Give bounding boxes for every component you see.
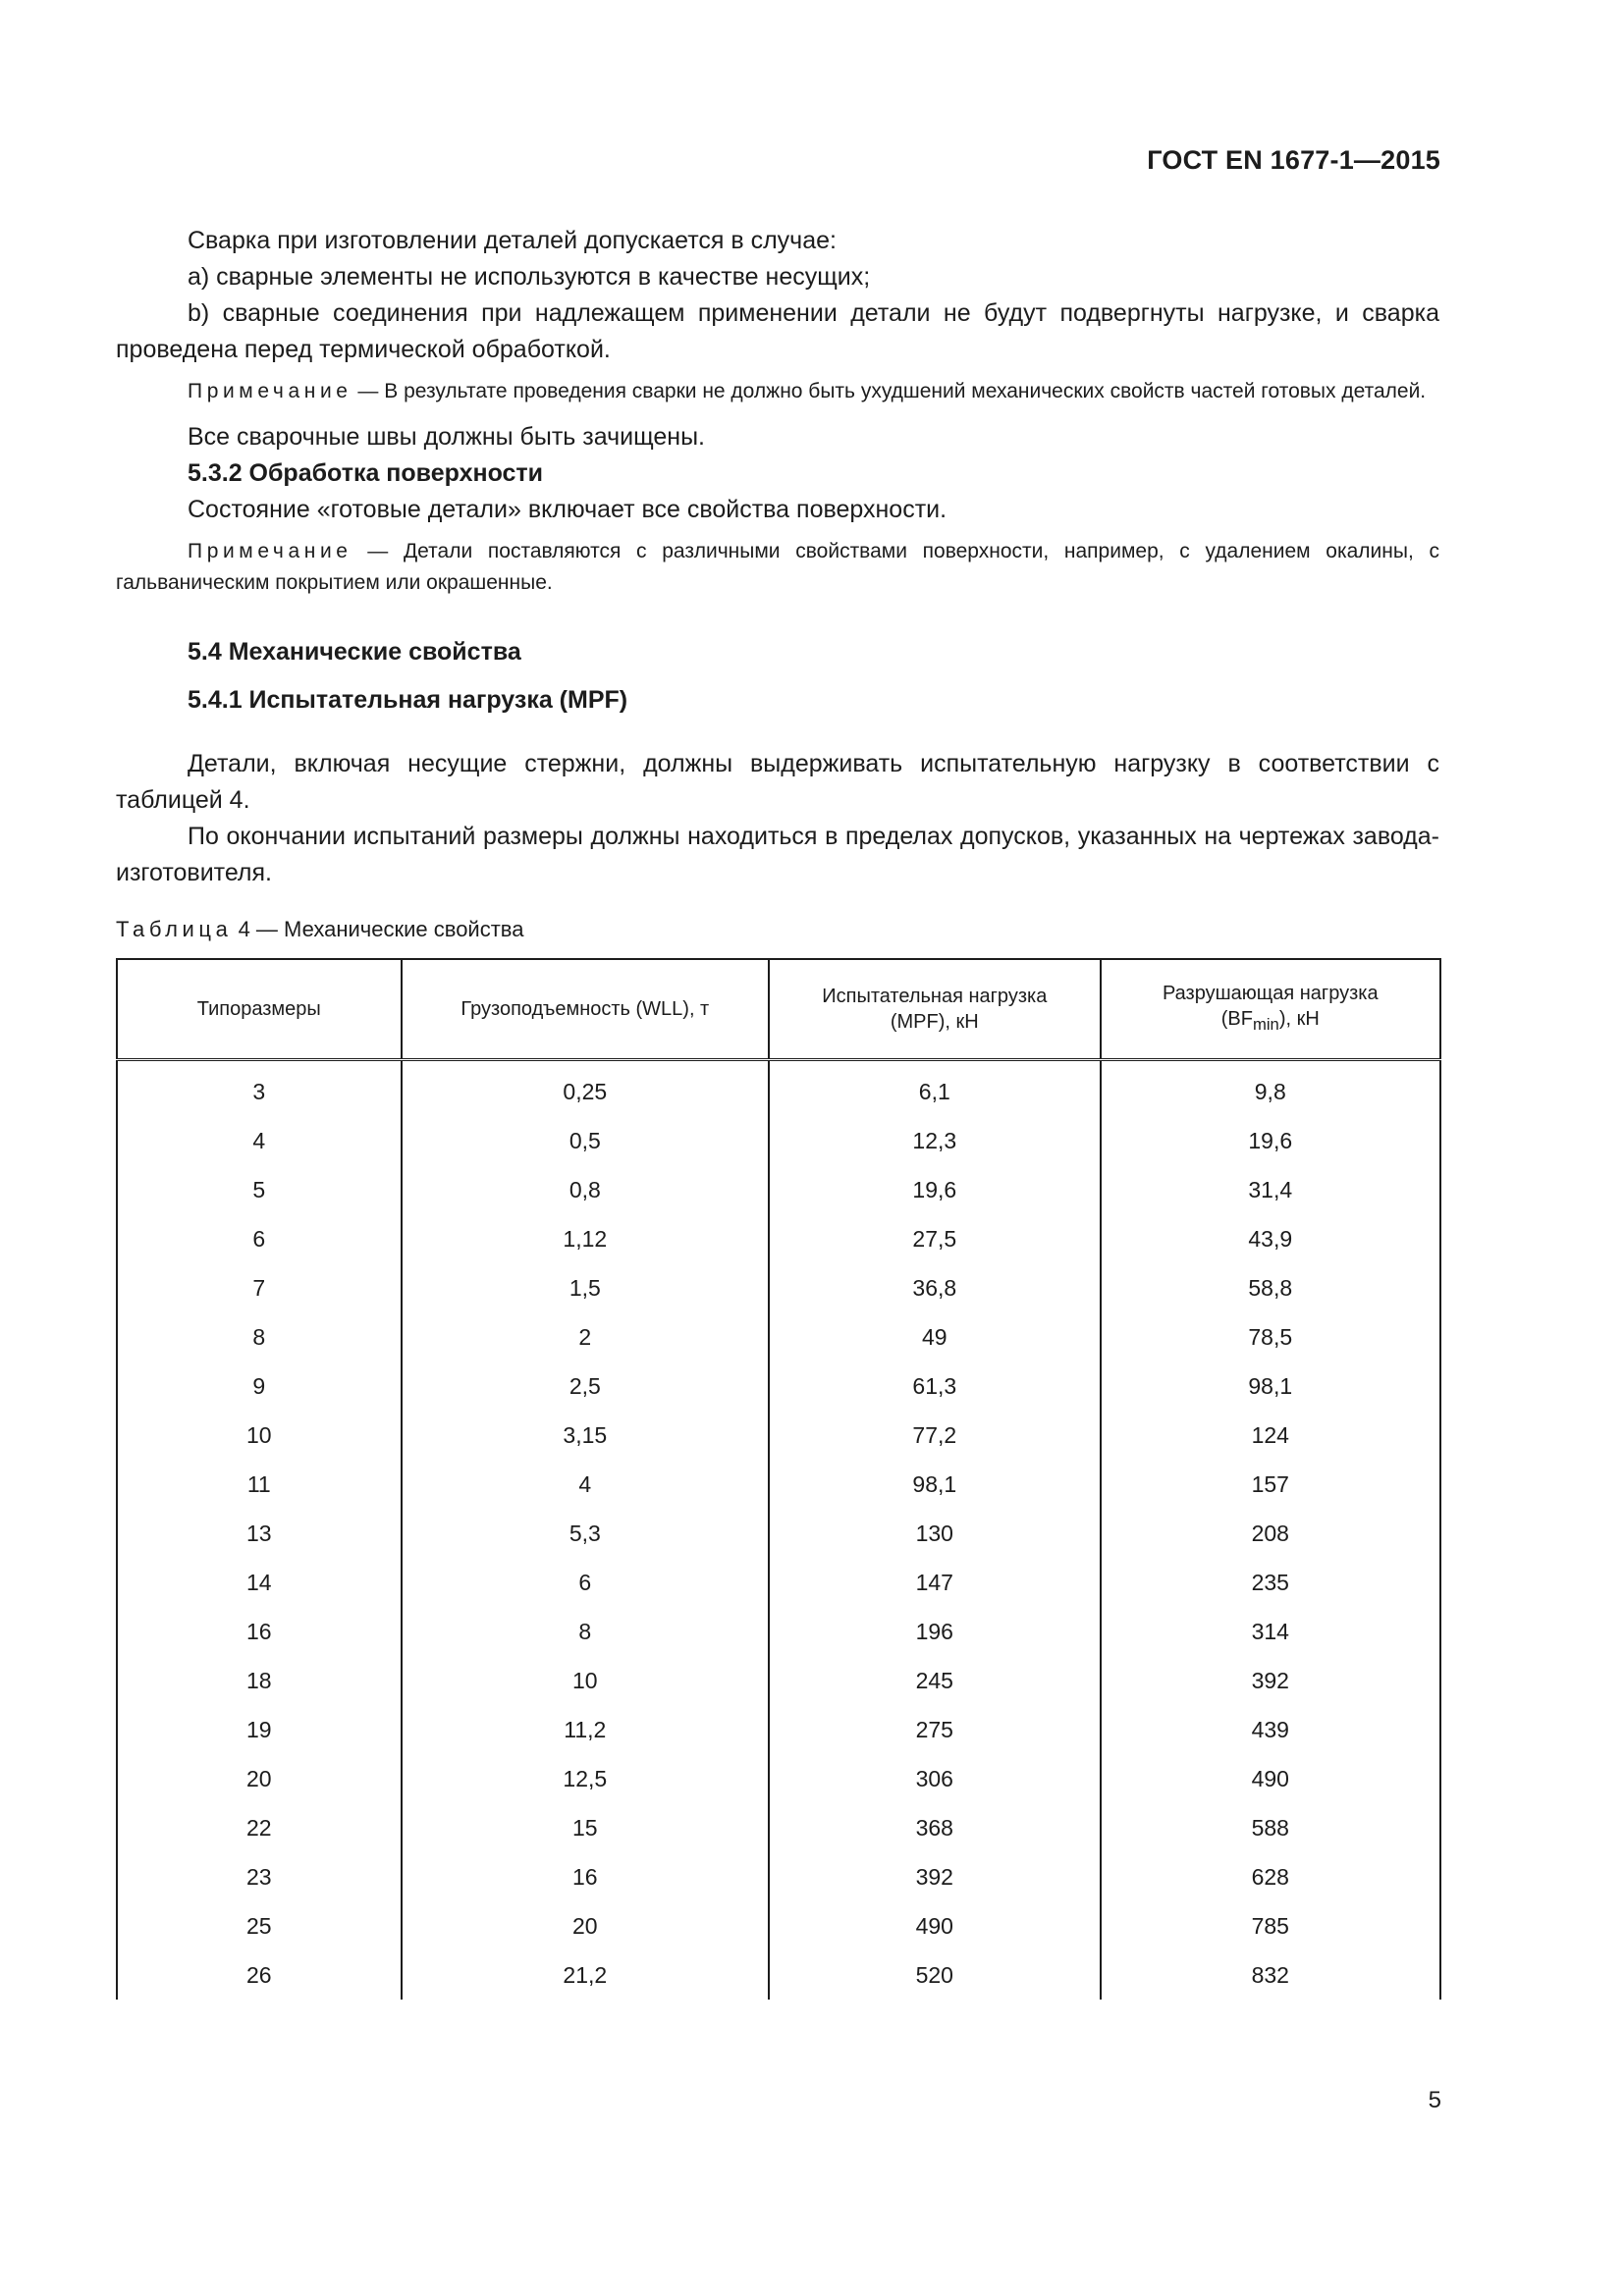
cell-mpf: 27,5: [769, 1214, 1100, 1263]
table-row: [117, 1165, 1440, 1214]
note: [116, 376, 1439, 407]
table-row: [117, 1852, 1440, 1901]
cell-size: 19: [117, 1705, 402, 1754]
cell-wll: 11,2: [402, 1705, 769, 1754]
note: [116, 536, 1439, 599]
cell-size: 10: [117, 1411, 402, 1460]
table-row: [117, 1509, 1440, 1558]
cell-size: 5: [117, 1165, 402, 1214]
cell-bf: 235: [1101, 1558, 1440, 1607]
cell-wll: 5,3: [402, 1509, 769, 1558]
cell-bf: 785: [1101, 1901, 1440, 1950]
cell-size: 26: [117, 1950, 402, 2000]
header-mpf-line2: (MPF), кН: [890, 1011, 979, 1033]
paragraph: По окончании испытаний размеры должны находиться в пределах допусков, указанных на чертежах завода-изготовителя.: [116, 823, 1439, 886]
cell-mpf: 98,1: [769, 1460, 1100, 1509]
cell-size: 25: [117, 1901, 402, 1950]
note-text: — Детали поставляются с различными свойствами поверхности, например, с удалением окалины, с гальваническим покрытием или окрашенные.: [116, 540, 1439, 594]
cell-bf: 157: [1101, 1460, 1440, 1509]
cell-size: 18: [117, 1656, 402, 1705]
header-cell-bf: [1101, 959, 1440, 1060]
cell-size: 9: [117, 1362, 402, 1411]
cell-mpf: 49: [769, 1312, 1100, 1362]
header-mpf-line1: Испытательная нагрузка: [822, 986, 1048, 1007]
cell-mpf: 306: [769, 1754, 1100, 1803]
cell-size: 4: [117, 1116, 402, 1165]
cell-wll: 0,5: [402, 1116, 769, 1165]
cell-size: 20: [117, 1754, 402, 1803]
cell-bf: 58,8: [1101, 1263, 1440, 1312]
cell-mpf: 245: [769, 1656, 1100, 1705]
cell-bf: 9,8: [1101, 1060, 1440, 1117]
table-row: [117, 1411, 1440, 1460]
cell-size: 11: [117, 1460, 402, 1509]
cell-size: 23: [117, 1852, 402, 1901]
cell-wll: 8: [402, 1607, 769, 1656]
cell-bf: 98,1: [1101, 1362, 1440, 1411]
cell-wll: 16: [402, 1852, 769, 1901]
cell-mpf: 36,8: [769, 1263, 1100, 1312]
table-row: [117, 1312, 1440, 1362]
cell-wll: 2,5: [402, 1362, 769, 1411]
cell-mpf: 12,3: [769, 1116, 1100, 1165]
cell-bf: 314: [1101, 1607, 1440, 1656]
table-row: [117, 1901, 1440, 1950]
cell-wll: 6: [402, 1558, 769, 1607]
cell-bf: 490: [1101, 1754, 1440, 1803]
list-item-b: b) сварные соединения при надлежащем применении детали не будут подвергнуты нагрузке, и сварка проведена перед термической обработкой.: [116, 299, 1439, 363]
table-row: [117, 1705, 1440, 1754]
table-header-row: [117, 959, 1440, 1060]
cell-wll: 20: [402, 1901, 769, 1950]
mechanical-properties-table: [116, 958, 1441, 2000]
note-text: — В результате проведения сварки не должно быть ухудшений механических свойств частей готовых деталей.: [352, 380, 1427, 402]
header-bf-sub: min: [1252, 1015, 1279, 1034]
header-cell-wll: Грузоподъемность (WLL), т: [402, 959, 769, 1060]
cell-wll: 2: [402, 1312, 769, 1362]
paragraph: Детали, включая несущие стержни, должны выдерживать испытательную нагрузку в соответствии с таблицей 4.: [116, 750, 1439, 814]
subsection-heading: 5.4.1 Испытательная нагрузка (MPF): [188, 686, 628, 714]
note-label: Примечание: [188, 540, 352, 562]
cell-wll: 4: [402, 1460, 769, 1509]
cell-size: 8: [117, 1312, 402, 1362]
cell-bf: 19,6: [1101, 1116, 1440, 1165]
cell-wll: 0,8: [402, 1165, 769, 1214]
section-heading: 5.3.2 Обработка поверхности: [188, 459, 544, 487]
paragraph: Все сварочные швы должны быть зачищены.: [188, 423, 705, 451]
cell-wll: 21,2: [402, 1950, 769, 2000]
table-row: [117, 1060, 1440, 1117]
cell-mpf: 130: [769, 1509, 1100, 1558]
paragraph: Состояние «готовые детали» включает все свойства поверхности.: [188, 496, 947, 523]
cell-mpf: 196: [769, 1607, 1100, 1656]
cell-size: 22: [117, 1803, 402, 1852]
cell-mpf: 6,1: [769, 1060, 1100, 1117]
cell-wll: 12,5: [402, 1754, 769, 1803]
table-caption: [116, 915, 1439, 944]
page-number: 5: [1428, 2087, 1441, 2113]
cell-mpf: 147: [769, 1558, 1100, 1607]
cell-wll: 1,12: [402, 1214, 769, 1263]
document-code: ГОСТ EN 1677-1—2015: [1147, 145, 1440, 175]
cell-bf: 588: [1101, 1803, 1440, 1852]
cell-bf: 31,4: [1101, 1165, 1440, 1214]
cell-size: 13: [117, 1509, 402, 1558]
table-row: [117, 1116, 1440, 1165]
cell-bf: 124: [1101, 1411, 1440, 1460]
cell-wll: 0,25: [402, 1060, 769, 1117]
cell-bf: 43,9: [1101, 1214, 1440, 1263]
header-bf-pre: (BF: [1220, 1008, 1253, 1030]
page-content: [116, 223, 1439, 2000]
cell-bf: 439: [1101, 1705, 1440, 1754]
cell-mpf: 520: [769, 1950, 1100, 2000]
cell-mpf: 77,2: [769, 1411, 1100, 1460]
table-caption-text: 4 — Механические свойства: [232, 917, 524, 941]
list-item-a: a) сварные элементы не используются в качестве несущих;: [188, 263, 871, 291]
cell-size: 6: [117, 1214, 402, 1263]
cell-mpf: 392: [769, 1852, 1100, 1901]
cell-wll: 15: [402, 1803, 769, 1852]
cell-bf: 392: [1101, 1656, 1440, 1705]
table-row: [117, 1803, 1440, 1852]
table-row: [117, 1214, 1440, 1263]
section-heading: 5.4 Механические свойства: [188, 638, 521, 666]
table-row: [117, 1263, 1440, 1312]
table-row: [117, 1607, 1440, 1656]
paragraph: Сварка при изготовлении деталей допускается в случае:: [188, 227, 837, 254]
table-row: [117, 1656, 1440, 1705]
cell-bf: 208: [1101, 1509, 1440, 1558]
note-label: Примечание: [188, 380, 352, 402]
cell-size: 16: [117, 1607, 402, 1656]
cell-size: 14: [117, 1558, 402, 1607]
cell-bf: 628: [1101, 1852, 1440, 1901]
cell-wll: 3,15: [402, 1411, 769, 1460]
table-caption-label: Таблица: [116, 917, 233, 941]
table-row: [117, 1950, 1440, 2000]
cell-bf: 78,5: [1101, 1312, 1440, 1362]
cell-wll: 1,5: [402, 1263, 769, 1312]
cell-mpf: 490: [769, 1901, 1100, 1950]
cell-mpf: 275: [769, 1705, 1100, 1754]
cell-size: 3: [117, 1060, 402, 1117]
header-bf-post: ), кН: [1278, 1008, 1320, 1030]
table-row: [117, 1362, 1440, 1411]
table-row: [117, 1460, 1440, 1509]
cell-size: 7: [117, 1263, 402, 1312]
table-body: [117, 1060, 1440, 2001]
cell-bf: 832: [1101, 1950, 1440, 2000]
table-row: [117, 1754, 1440, 1803]
cell-wll: 10: [402, 1656, 769, 1705]
header-bf-line1: Разрушающая нагрузка: [1162, 983, 1379, 1004]
header-cell-size: Типоразмеры: [117, 959, 402, 1060]
cell-mpf: 368: [769, 1803, 1100, 1852]
cell-mpf: 19,6: [769, 1165, 1100, 1214]
header-cell-mpf: [769, 959, 1100, 1060]
cell-mpf: 61,3: [769, 1362, 1100, 1411]
table-row: [117, 1558, 1440, 1607]
